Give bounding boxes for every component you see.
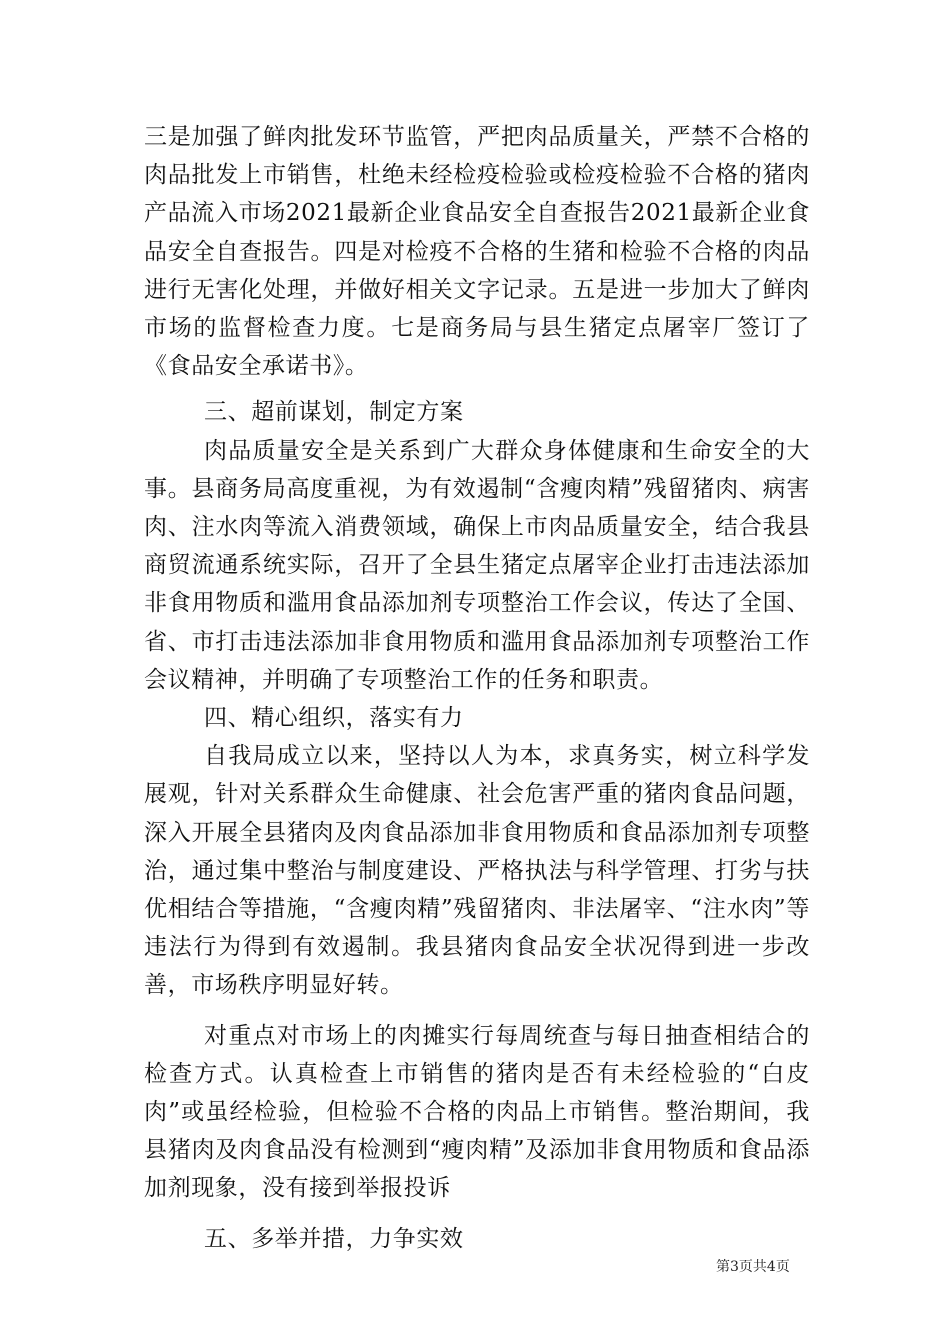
paragraph-body: 对重点对市场上的肉摊实行每周统查与每日抽查相结合的检查方式。认真检查上市销售的猪肉是否有未经检验的“白皮肉”或虽经检验，但检验不合格的肉品上市销售。整治期间，我县猪肉及肉食品没有检测到“瘦肉精”及添加非食用物质和食品添加剂现象，没有接到举报投诉 <box>144 1022 810 1202</box>
paragraph-continued: 三是加强了鲜肉批发环节监管，严把肉品质量关，严禁不合格的肉品批发上市销售，杜绝未经检疫检验或检疫检验不合格的猪肉产品流入市场2021最新企业食品安全自查报告2021最新企业食品安全自查报告。四是对检疫不合格的生猪和检验不合格的肉品进行无害化处理，并做好相关文字记录。五是进一步加大了鲜肉市场的监督检查力度。七是商务局与县生猪定点屠宰厂签订了《食品安全承诺书》。 <box>144 124 810 380</box>
section-heading-5: 五、多举并措，力争实效 <box>204 1225 464 1252</box>
section-heading-4: 四、精心组织，落实有力 <box>204 705 464 732</box>
document-body <box>144 118 810 1258</box>
paragraph-body: 肉品质量安全是关系到广大群众身体健康和生命安全的大事。县商务局高度重视，为有效遏制“含瘦肉精”残留猪肉、病害肉、注水肉等流入消费领域，确保上市肉品质量安全，结合我县商贸流通系统实际，召开了全县生猪定点屠宰企业打击违法添加非食用物质和滥用食品添加剂专项整治工作会议，传达了全国、省、市打击违法添加非食用物质和滥用食品添加剂专项整治工作会议精神，并明确了专项整治工作的任务和职责。 <box>144 437 810 693</box>
page-number-footer: 第3页共4页 <box>716 1259 790 1275</box>
paragraph-body: 自我局成立以来，坚持以人为本，求真务实，树立科学发展观，针对关系群众生命健康、社会危害严重的猪肉食品问题，深入开展全县猪肉及肉食品添加非食用物质和食品添加剂专项整治，通过集中整治与制度建设、严格执法与科学管理、打劣与扶优相结合等措施，“含瘦肉精”残留猪肉、非法屠宰、“注水肉”等违法行为得到有效遏制。我县猪肉食品安全状况得到进一步改善，市场秩序明显好转。 <box>144 743 810 999</box>
section-heading-3: 三、超前谋划，制定方案 <box>204 399 464 426</box>
